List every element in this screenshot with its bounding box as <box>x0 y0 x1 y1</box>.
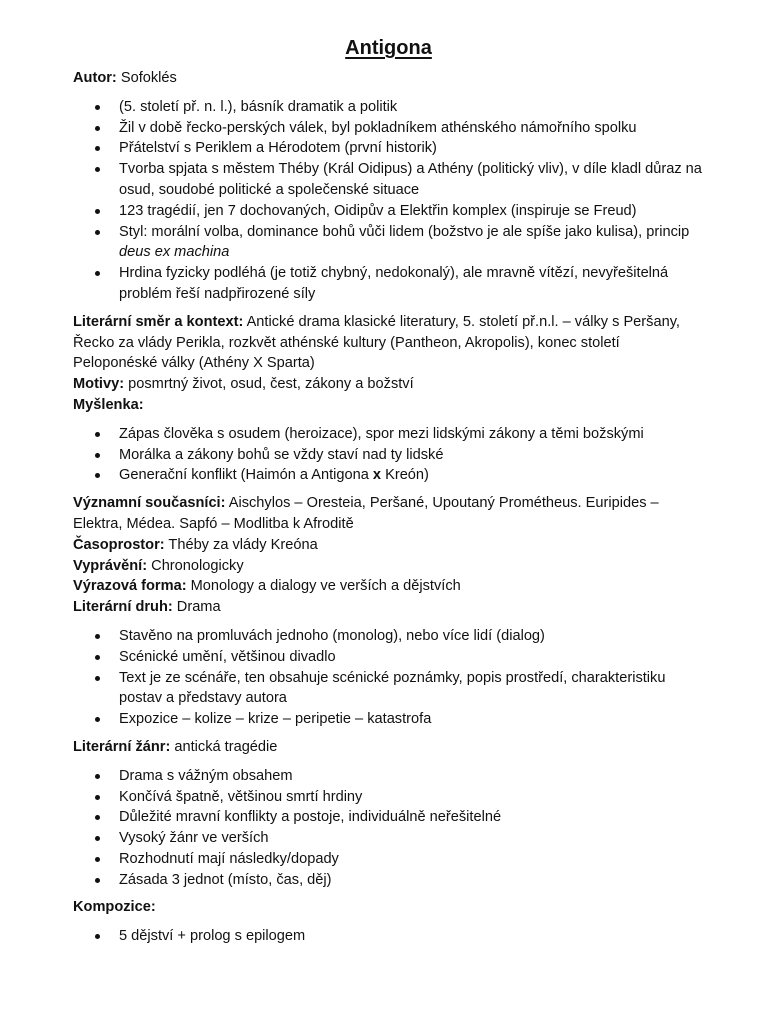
list-item: Generační konflikt (Haimón a Antigona x Kreón) <box>119 465 704 486</box>
bullet-icon <box>95 676 100 681</box>
zanr-label: Literární žánr: <box>73 738 171 755</box>
vyrazova-line <box>73 576 704 597</box>
vypraveni-line <box>73 556 704 577</box>
versus-mark: x <box>372 467 382 484</box>
list-item: Drama s vážným obsahem <box>119 766 704 787</box>
autor-line <box>73 68 704 89</box>
list-item: (5. století př. n. l.), básník dramatik a politik <box>119 97 704 118</box>
page-title: Antigona <box>345 37 432 59</box>
list-item: Zásada 3 jednot (místo, čas, děj) <box>119 870 704 891</box>
druh-value: Drama <box>172 599 221 616</box>
vypraveni-label: Vyprávění: <box>73 557 148 574</box>
styl-italic: deus ex machina <box>119 244 230 261</box>
list-item: Vysoký žánr ve verších <box>119 828 704 849</box>
list-item: Text je ze scénáře, ten obsahuje scénické poznámky, popis prostředí, charakteristiku postav a představy autora <box>119 668 704 710</box>
myslenka-list <box>73 424 704 486</box>
list-item: Přátelství s Periklem a Hérodotem (první historik) <box>119 138 704 159</box>
zanr-value: antická tragédie <box>170 738 278 755</box>
casoprostor-label: Časoprostor: <box>73 536 165 553</box>
bullet-icon <box>95 167 100 172</box>
bullet-icon <box>95 815 100 820</box>
vyrazova-value: Monology a dialogy ve verších a dějstvích <box>186 578 461 595</box>
zanr-list <box>73 766 704 891</box>
list-item: Morálka a zákony bohů se vždy staví nad ty lidské <box>119 445 704 466</box>
druh-list <box>73 626 704 730</box>
bullet-icon <box>95 453 100 458</box>
autor-label: Autor: <box>73 70 117 86</box>
zanr-line <box>73 737 704 758</box>
list-item: Expozice – kolize – krize – peripetie – katastrofa <box>119 709 704 730</box>
list-item: Důležité mravní konflikty a postoje, individuálně neřešitelné <box>119 807 704 828</box>
list-item: Rozhodnutí mají následky/dopady <box>119 849 704 870</box>
casoprostor-value: Théby za vlády Kreóna <box>164 536 318 553</box>
bullet-icon <box>95 230 100 235</box>
bullet-icon <box>95 126 100 131</box>
bullet-icon <box>95 146 100 151</box>
autor-value: Sofoklés <box>120 70 177 86</box>
vyrazova-label: Výrazová forma: <box>73 578 187 595</box>
bullet-icon <box>95 836 100 841</box>
bullet-icon <box>95 795 100 800</box>
bullet-icon <box>95 717 100 722</box>
motivy-value: posmrtný život, osud, čest, zákony a božství <box>124 376 414 393</box>
soucasnici-paragraph <box>73 493 704 535</box>
bullet-icon <box>95 634 100 639</box>
bullet-icon <box>95 271 100 276</box>
druh-line <box>73 597 704 618</box>
list-item: Zápas člověka s osudem (heroizace), spor mezi lidskými zákony a těmi božskými <box>119 424 704 445</box>
soucasnici-label: Významní současníci: <box>73 495 226 512</box>
bullet-icon <box>95 655 100 660</box>
bullet-icon <box>95 934 100 939</box>
list-item: Končívá špatně, většinou smrtí hrdiny <box>119 787 704 808</box>
kompozice-label: Kompozice: <box>73 899 156 916</box>
list-item: Tvorba spjata s městem Théby (Král Oidipus) a Athény (politický vliv), v díle kladl důraz na osud, soudobé politické a společenské situace <box>119 159 704 201</box>
list-item: 5 dějství + prolog s epilogem <box>119 926 704 947</box>
druh-label: Literární druh: <box>73 599 173 616</box>
kompozice-list <box>73 926 704 947</box>
motivy-label: Motivy: <box>73 376 125 393</box>
soucasnici-value: Aischylos – Oresteia, Peršané, Upoutaný Prométheus. Euripides – Elektra, Médea. Sapfó – Modlitba k Afroditě <box>73 495 659 532</box>
list-item: 123 tragédií, jen 7 dochovaných, Oidipův a Elektřin komplex (inspiruje se Freud) <box>119 201 704 222</box>
bullet-icon <box>95 209 100 214</box>
bullet-icon <box>95 432 100 437</box>
motivy-line <box>73 374 704 395</box>
list-item: Žil v době řecko-perských válek, byl pokladníkem athénského námořního spolku <box>119 118 704 139</box>
smer-value: Antické drama klasické literatury, 5. století př.n.l. – války s Peršany, Řecko za vlády Perikla, rozkvět athénské kultury (Pantheon, Akropolis), konec století Peloponéské války (Athény X Sparta) <box>73 313 680 372</box>
casoprostor-line <box>73 535 704 556</box>
list-item: Hrdina fyzicky podléhá (je totiž chybný, nedokonalý), ale mravně vítězí, nevyřešitelná problém řeší nadpřirozené síly <box>119 263 704 305</box>
myslenka-label: Myšlenka: <box>73 396 144 413</box>
bullet-icon <box>95 105 100 110</box>
bullet-icon <box>95 857 100 862</box>
list-item: Styl: morální volba, dominance bohů vůči lidem (božstvo je ale spíše jako kulisa), princip deus ex machina <box>119 222 704 264</box>
myslenka-line <box>73 395 704 416</box>
vypraveni-value: Chronologicky <box>147 557 244 574</box>
smer-label: Literární směr a kontext: <box>73 313 244 330</box>
bullet-icon <box>95 774 100 779</box>
autor-list <box>73 97 704 305</box>
kompozice-line <box>73 897 704 918</box>
bullet-icon <box>95 878 100 883</box>
smer-paragraph <box>73 312 704 374</box>
bullet-icon <box>95 473 100 478</box>
list-item: Stavěno na promluvách jednoho (monolog), nebo více lidí (dialog) <box>119 626 704 647</box>
list-item: Scénické umění, většinou divadlo <box>119 647 704 668</box>
